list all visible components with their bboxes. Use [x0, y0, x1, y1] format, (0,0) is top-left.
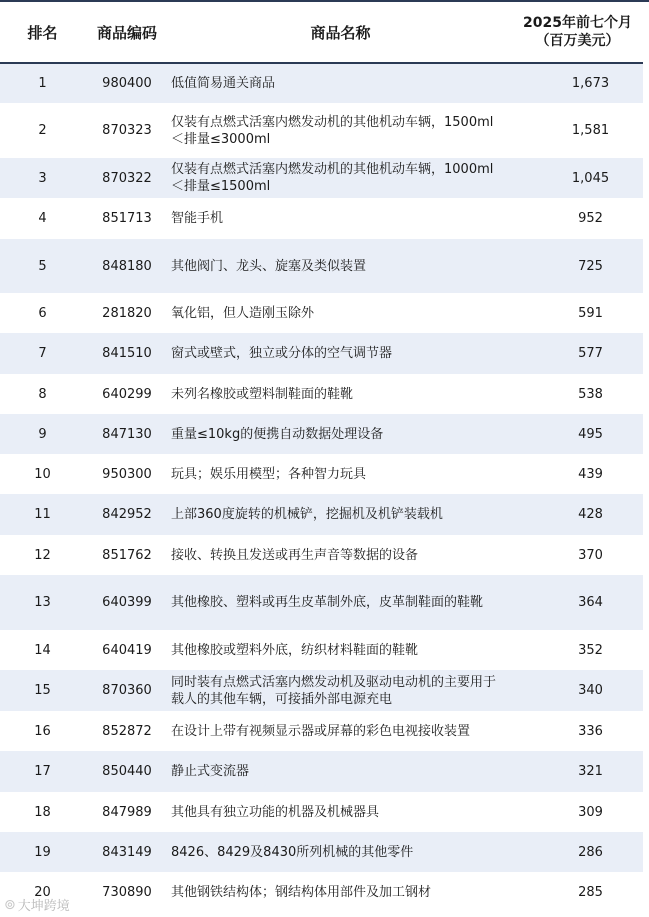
name-cell: 氧化铝，但人造刚玉除外	[171, 305, 315, 321]
value-cell: 591	[578, 305, 603, 321]
value-cell: 370	[578, 547, 603, 563]
name-cell: 其他阀门、龙头、旋塞及类似装置	[169, 239, 512, 293]
header-code: 商品编码	[85, 2, 169, 63]
name-cell: 其他橡胶或塑料外底，纺织材料鞋面的鞋靴	[171, 642, 419, 658]
table-row	[0, 414, 643, 454]
watermark-text: 大坤跨境	[17, 899, 70, 914]
value-cell: 336	[578, 723, 603, 739]
value-cell: 285	[578, 885, 603, 900]
value-cell: 577	[512, 333, 643, 374]
table-row	[0, 454, 643, 494]
value-cell: 321	[512, 751, 643, 792]
name-cell: 仅装有点燃式活塞内燃发动机的其他机动车辆，1500ml＜排量≤3000ml	[171, 114, 494, 147]
table-row	[0, 293, 643, 333]
name-cell: 在设计上带有视频显示器或屏幕的彩色电视接收装置	[171, 723, 471, 739]
code-cell: 841510	[85, 333, 169, 374]
header-value-line2: （百万美元）	[535, 33, 620, 49]
table-row	[0, 711, 643, 751]
name-cell: 重量≤10kg的便携自动数据处理设备	[169, 414, 512, 454]
code-cell: 870323	[102, 123, 152, 138]
value-cell: 952	[578, 211, 603, 226]
name-cell: 低值简易通关商品	[169, 63, 512, 103]
header-row	[0, 2, 643, 63]
value-cell: 352	[578, 642, 603, 658]
value-cell: 1,045	[512, 158, 643, 198]
table-row	[0, 198, 643, 239]
rank-cell: 16	[34, 723, 51, 739]
rank-cell: 5	[0, 239, 85, 293]
value-cell: 495	[512, 414, 643, 454]
code-cell: 848180	[85, 239, 169, 293]
header-value-line1: 2025年前七个月	[523, 15, 632, 31]
rank-cell: 12	[34, 547, 51, 563]
rank-cell: 15	[0, 670, 85, 711]
rank-cell: 1	[0, 63, 85, 103]
value-cell: 428	[512, 494, 643, 535]
rank-cell: 3	[0, 158, 85, 198]
table-row	[0, 63, 643, 103]
table-row	[0, 575, 643, 630]
name-cell: 其他具有独立功能的机器及机械器具	[171, 804, 380, 820]
rank-cell: 14	[34, 642, 51, 658]
name-cell: 未列名橡胶或塑料制鞋面的鞋靴	[171, 386, 354, 402]
value-cell: 538	[578, 386, 603, 402]
name-cell: 上部360度旋转的机械铲，挖掘机及机铲装载机	[169, 494, 512, 535]
rank-cell: 8	[38, 386, 47, 402]
table-row	[0, 158, 643, 198]
name-cell: 同时装有点燃式活塞内燃发动机及驱动电动机的主要用于载人的其他车辆，可接插外部电源充电	[169, 670, 512, 711]
code-cell: 640399	[85, 575, 169, 630]
table-row	[0, 374, 643, 414]
rank-cell: 20	[34, 885, 51, 900]
code-cell: 950300	[102, 466, 152, 482]
rank-cell: 2	[38, 123, 47, 138]
watermark	[4, 895, 70, 914]
header-value	[512, 2, 643, 63]
table-row	[0, 494, 643, 535]
rank-cell: 19	[0, 832, 85, 872]
table-row	[0, 103, 643, 158]
table-row	[0, 751, 643, 792]
table-row	[0, 832, 643, 872]
code-cell: 851713	[102, 211, 152, 226]
value-cell: 364	[512, 575, 643, 630]
camera-icon: ⊚	[4, 896, 16, 913]
code-cell: 640419	[102, 642, 152, 658]
value-cell: 725	[512, 239, 643, 293]
code-cell: 870360	[85, 670, 169, 711]
code-cell: 281820	[102, 305, 152, 321]
value-cell: 439	[578, 466, 603, 482]
rank-cell: 18	[34, 804, 51, 820]
rank-cell: 9	[0, 414, 85, 454]
rank-cell: 10	[34, 466, 51, 482]
code-cell: 842952	[85, 494, 169, 535]
rank-cell: 7	[0, 333, 85, 374]
code-cell: 980400	[85, 63, 169, 103]
header-rank: 排名	[0, 2, 85, 63]
name-cell: 玩具；娱乐用模型；各种智力玩具	[171, 466, 367, 482]
ranking-table	[0, 2, 643, 913]
value-cell: 286	[512, 832, 643, 872]
name-cell: 8426、8429及8430所列机械的其他零件	[169, 832, 512, 872]
name-cell: 仅装有点燃式活塞内燃发动机的其他机动车辆，1000ml＜排量≤1500ml	[169, 158, 512, 198]
rank-cell: 11	[0, 494, 85, 535]
code-cell: 730890	[102, 885, 152, 900]
table-row	[0, 333, 643, 374]
table-row	[0, 872, 643, 913]
rank-cell: 4	[38, 211, 47, 226]
header-name: 商品名称	[169, 2, 512, 63]
table-row	[0, 670, 643, 711]
rank-cell: 13	[0, 575, 85, 630]
table-row	[0, 239, 643, 293]
rank-cell: 6	[38, 305, 47, 321]
table-row	[0, 792, 643, 832]
name-cell: 其他橡胶、塑料或再生皮革制外底，皮革制鞋面的鞋靴	[169, 575, 512, 630]
table-row	[0, 535, 643, 575]
code-cell: 851762	[102, 547, 152, 563]
value-cell: 309	[578, 804, 603, 820]
code-cell: 640299	[102, 386, 152, 402]
value-cell: 340	[512, 670, 643, 711]
name-cell: 智能手机	[171, 211, 224, 226]
name-cell: 静止式变流器	[169, 751, 512, 792]
value-cell: 1,581	[571, 123, 610, 138]
name-cell: 窗式或壁式，独立或分体的空气调节器	[169, 333, 512, 374]
code-cell: 852872	[102, 723, 152, 739]
code-cell: 850440	[85, 751, 169, 792]
code-cell: 847130	[85, 414, 169, 454]
table-row	[0, 630, 643, 670]
name-cell: 其他钢铁结构体；钢结构体用部件及加工钢材	[171, 885, 432, 900]
code-cell: 843149	[85, 832, 169, 872]
code-cell: 847989	[102, 804, 152, 820]
value-cell: 1,673	[512, 63, 643, 103]
name-cell: 接收、转换且发送或再生声音等数据的设备	[171, 547, 419, 563]
code-cell: 870322	[85, 158, 169, 198]
rank-cell: 17	[0, 751, 85, 792]
